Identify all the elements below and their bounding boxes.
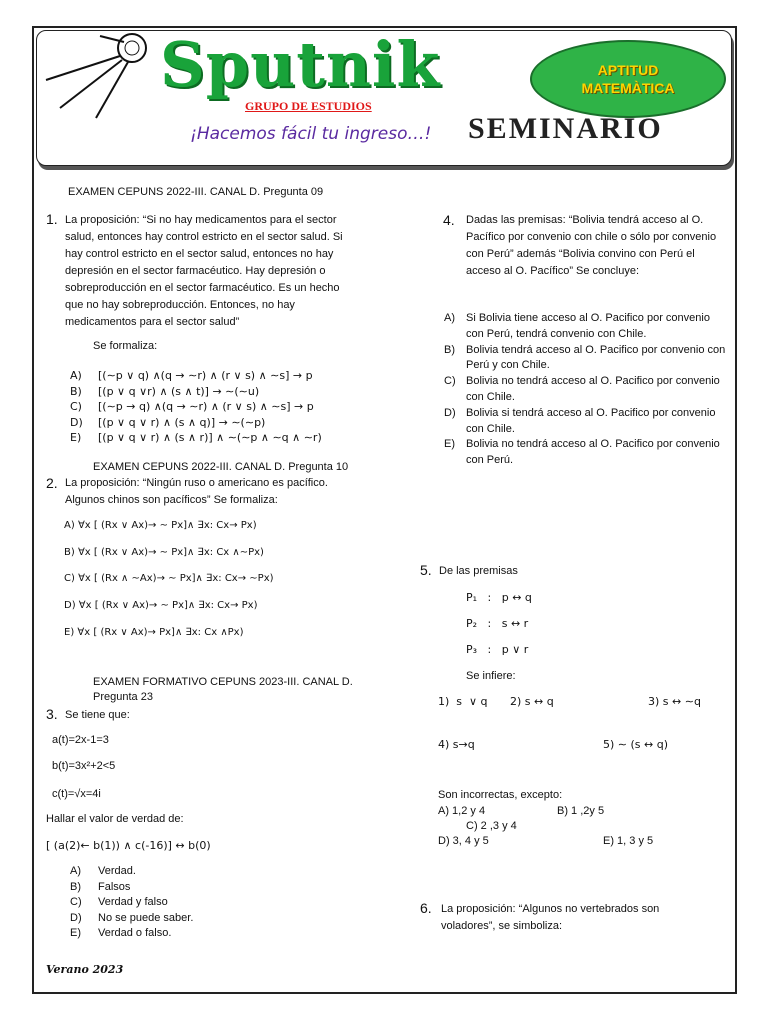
q2-option-b[interactable]: B) ∀x [ (Rx ∨ Ax)→ ∼ Px]∧ ∃x: Cx ∧∼Px) bbox=[64, 547, 264, 558]
option-row[interactable] bbox=[70, 415, 370, 431]
footer-season: Verano 2023 bbox=[46, 963, 124, 976]
option-row[interactable]: E) Verdad o falso. bbox=[70, 927, 172, 940]
q5-inference-5: 5) ∼ (s ↔ q) bbox=[603, 738, 669, 751]
q5-option-a[interactable]: A) 1,2 y 4 bbox=[438, 805, 486, 817]
q2-text: La proposición: “Ningún ruso o americano es pacífico. Algunos chinos son pacíficos” Se formaliza: bbox=[65, 477, 328, 506]
q5-inference-4: 4) s→q bbox=[438, 738, 475, 751]
q5-premise-3: P₃ : p ∨ r bbox=[466, 643, 529, 656]
option-label: B) bbox=[70, 384, 82, 398]
option-row[interactable]: D) Bolivia si tendrá acceso al O. Pacifico por convenio con Chile. bbox=[444, 406, 716, 435]
option-row[interactable]: D) No se puede saber. bbox=[70, 911, 194, 924]
q2-option-d[interactable]: D) ∀x [ (Rx ∨ Ax)→ ∼ Px]∧ ∃x: Cx→ Px) bbox=[64, 600, 258, 611]
q4-text: Dadas las premisas: “Bolivia tendrá acceso al O. Pacífico por convenio con chile o sólo por convenio con Perú” además “Bolivia convino con Perú el acceso al O. Pacífico” Se concluye: bbox=[466, 214, 717, 277]
q1-text: La proposición: “Si no hay medicamentos para el sector salud, entonces hay control estricto en el sector salud. Si hay control estricto en el sector salud, entonces no hay depresión en el sector farmacéutico. Hay depresión o sobreproducción en el sector farmacéutico. Es un hecho que no hay sobreproducción. Entonces, no hay medicamentos para el sector salud” bbox=[65, 214, 343, 328]
q4-number: 4. bbox=[443, 212, 455, 228]
q3-heading: EXAMEN FORMATIVO CEPUNS 2023-III. CANAL D. Pregunta 23 bbox=[93, 676, 353, 703]
badge-line-2: MATEMÀTICA bbox=[581, 80, 675, 96]
q4-options bbox=[444, 311, 729, 469]
q2-option-e[interactable]: E) ∀x [ (Rx ∨ Ax)→ Px]∧ ∃x: Cx ∧Px) bbox=[64, 627, 244, 638]
q1-options bbox=[70, 368, 370, 446]
option-row[interactable]: B) Falsos bbox=[70, 880, 131, 893]
option-row[interactable]: C) Verdad y falso bbox=[70, 896, 168, 909]
option-row[interactable]: A) Verdad. bbox=[70, 865, 136, 877]
q2-option-c[interactable]: C) ∀x [ (Rx ∧ ∼Ax)→ ∼ Px]∧ ∃x: Cx→ ∼Px) bbox=[64, 573, 274, 584]
section-title: SEMINARIO bbox=[468, 112, 663, 145]
q3-a-def: a(t)=2x-1=3 bbox=[52, 734, 109, 746]
q2-number: 2. bbox=[46, 475, 58, 491]
q6-number: 6. bbox=[420, 900, 432, 916]
q3-intro: Se tiene que: bbox=[65, 709, 130, 721]
q5-inference-3: 3) s ↔ ∼q bbox=[648, 695, 701, 708]
q5-premise-1: P₁ : p ↔ q bbox=[466, 591, 532, 604]
option-text: [(∼p ∨ q) ∧(q → ∼r) ∧ (r ∨ s) ∧ ∼s] → p bbox=[98, 369, 313, 382]
q3-b-def: b(t)=3x²+2<5 bbox=[52, 760, 116, 772]
q5-intro: De las premisas bbox=[439, 565, 518, 577]
q5-infiere: Se infiere: bbox=[466, 670, 516, 682]
q5-inference-1: 1) s ∨ q bbox=[438, 695, 488, 708]
option-row[interactable]: A) Si Bolivia tiene acceso al O. Pacifico por convenio con Perú, tendrá convenio con Chile. bbox=[444, 312, 710, 340]
q2-heading: EXAMEN CEPUNS 2022-III. CANAL D. Pregunta 10 bbox=[93, 461, 349, 473]
badge-line-1: APTITUD bbox=[597, 62, 659, 78]
slogan: ¡Hacemos fácil tu ingreso…! bbox=[190, 124, 432, 144]
option-label: C) bbox=[70, 400, 82, 414]
option-label: D) bbox=[70, 415, 83, 429]
brand-logo: Sputnik bbox=[160, 28, 441, 101]
q1-formaliza: Se formaliza: bbox=[93, 340, 158, 352]
q5-option-b[interactable]: B) 1 ,2y 5 bbox=[557, 805, 605, 817]
q5-option-d[interactable]: D) 3, 4 y 5 bbox=[438, 835, 489, 847]
option-row[interactable] bbox=[70, 399, 370, 415]
q3-expression: [ (a(2)← b(1)) ∧ c(-16)] ↔ b(0) bbox=[46, 839, 211, 852]
option-row[interactable] bbox=[70, 430, 370, 446]
option-row[interactable] bbox=[70, 384, 370, 400]
q5-option-c[interactable]: C) 2 ,3 y 4 bbox=[466, 820, 517, 832]
q3-number: 3. bbox=[46, 706, 58, 722]
q1-heading: EXAMEN CEPUNS 2022-III. CANAL D. Pregunta 09 bbox=[68, 186, 324, 198]
q5-inference-2: 2) s ↔ q bbox=[510, 695, 554, 708]
q5-number: 5. bbox=[420, 562, 432, 578]
option-row[interactable]: C) Bolivia no tendrá acceso al O. Pacifico por convenio con Chile. bbox=[444, 375, 720, 403]
option-row[interactable] bbox=[70, 368, 370, 384]
option-label: E) bbox=[70, 431, 82, 445]
q6-text: La proposición: “Algunos no vertebrados son voladores”, se simboliza: bbox=[441, 903, 660, 932]
q3-c-def: c(t)=√x=4i bbox=[52, 788, 101, 800]
option-text: [(p ∨ q ∨r) ∧ (s ∧ t)] → ∼(∼u) bbox=[98, 384, 260, 398]
q5-incorrectas: Son incorrectas, excepto: bbox=[438, 789, 563, 801]
option-text: [(p ∨ q ∨ r) ∧ (s ∧ q)] → ∼(∼p) bbox=[98, 415, 266, 429]
option-row[interactable]: B) Bolivia tendrá acceso al O. Pacifico por convenio con Perú y con Chile. bbox=[444, 343, 726, 372]
option-row[interactable]: E) Bolivia no tendrá acceso al O. Pacifico por convenio con Perú. bbox=[444, 438, 720, 467]
q5-premise-2: P₂ : s ↔ r bbox=[466, 617, 529, 630]
subject-badge bbox=[530, 40, 726, 118]
option-label: A) bbox=[70, 369, 82, 382]
group-subtitle: GRUPO DE ESTUDIOS bbox=[245, 99, 372, 113]
q1-number: 1. bbox=[46, 211, 58, 227]
q3-ask: Hallar el valor de verdad de: bbox=[46, 813, 184, 825]
q2-option-a[interactable]: A) ∀x [ (Rx ∨ Ax)→ ∼ Px]∧ ∃x: Cx→ Px) bbox=[64, 520, 257, 531]
option-text: [(∼p → q) ∧(q → ∼r) ∧ (r ∨ s) ∧ ∼s] → p bbox=[98, 400, 314, 414]
q5-option-e[interactable]: E) 1, 3 y 5 bbox=[603, 835, 654, 847]
sputnik-satellite-icon bbox=[40, 30, 160, 120]
option-text: [(p ∨ q ∨ r) ∧ (s ∧ r)] ∧ ∼(∼p ∧ ∼q ∧ ∼r) bbox=[98, 431, 322, 445]
q3-options bbox=[70, 864, 290, 942]
